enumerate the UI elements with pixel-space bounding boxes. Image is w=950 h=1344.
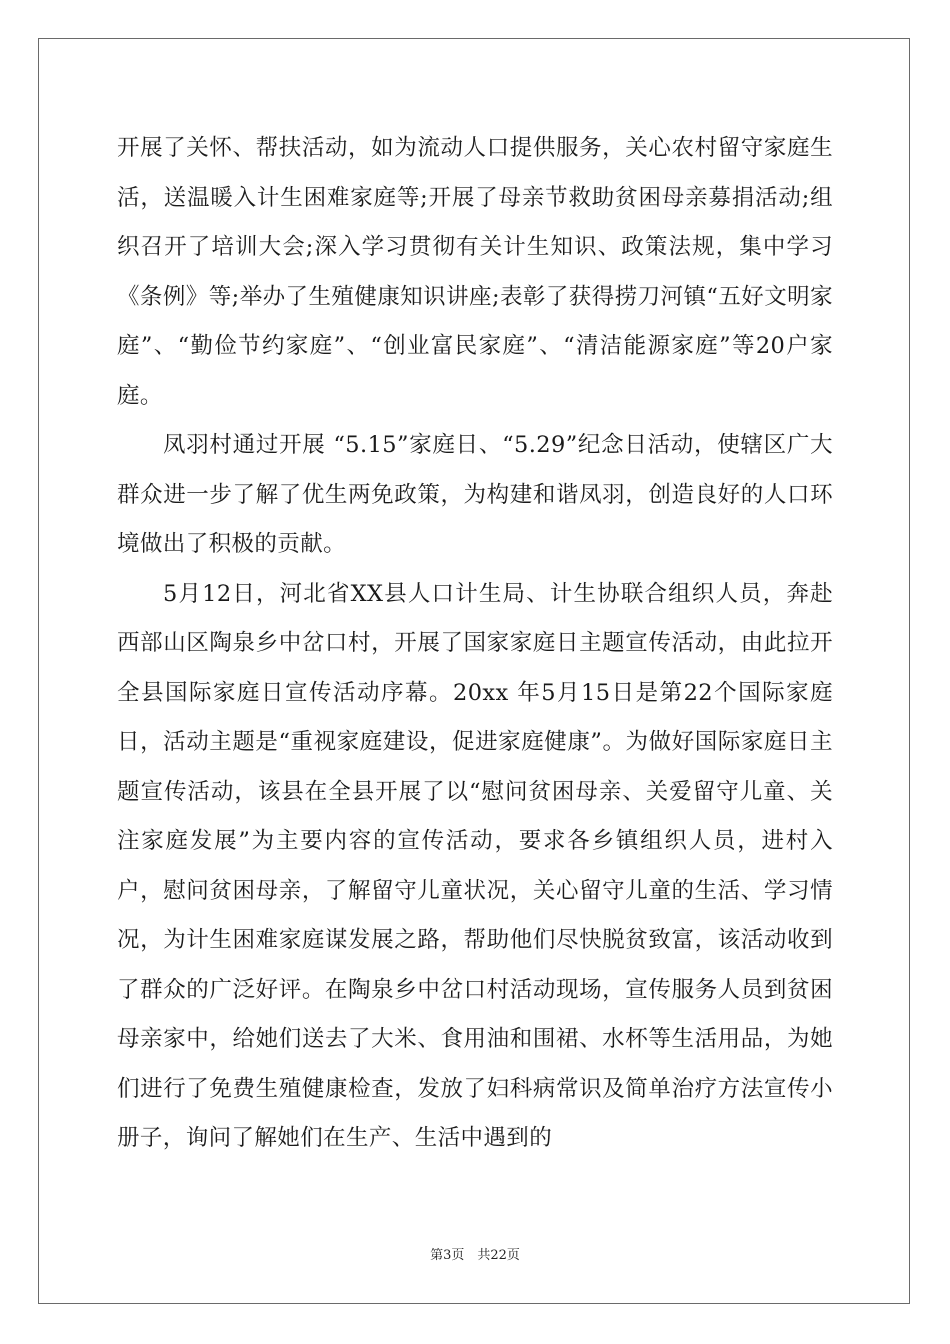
page-number-footer: 第3页 共22页 — [430, 1248, 520, 1263]
paragraph-2: 凤羽村通过开展 “5.15”家庭日、“5.29”纪念日活动，使辖区广大群众进一步了解了优生两免政策，为构建和谐凤羽，创造良好的人口环境做出了积极的贡献。 — [117, 432, 833, 557]
paragraph-1: 开展了关怀、帮扶活动，如为流动人口提供服务，关心农村留守家庭生活，送温暖入计生困难家庭等;开展了母亲节救助贫困母亲募捐活动;组织召开了培训大会;深入学习贯彻有关计生知识、政策法规，集中学习《条例》等;举办了生殖健康知识讲座;表彰了获得捞刀河镇“五好文明家庭”、“勤俭节约家庭”、“创业富民家庭”、“清洁能源家庭”等20户家庭。 — [117, 135, 833, 409]
paragraph-3: 5月12日，河北省XX县人口计生局、计生协联合组织人员，奔赴西部山区陶泉乡中岔口村，开展了国家家庭日主题宣传活动，由此拉开全县国际家庭日宣传活动序幕。20xx 年5月15日是第22个国际家庭日，活动主题是“重视家庭建设，促进家庭健康”。为做好国际家庭日主题宣传活动，该县在全县开展了以“慰问贫困母亲、关爱留守儿童、关注家庭发展”为主要内容的宣传活动，要求各乡镇组织人员，进村入户，慰问贫困母亲，了解留守儿童状况，关心留守儿童的生活、学习情况，为计生困难家庭谋发展之路，帮助他们尽快脱贫致富，该活动收到了群众的广泛好评。在陶泉乡中岔口村活动现场，宣传服务人员到贫困母亲家中，给她们送去了大米、食用油和围裙、水杯等生活用品，为她们进行了免费生殖健康检查，发放了妇科病常识及简单治疗方法宣传小册子，询问了解她们在生产、生活中遇到的 — [117, 580, 833, 1151]
document-body — [117, 124, 833, 1164]
